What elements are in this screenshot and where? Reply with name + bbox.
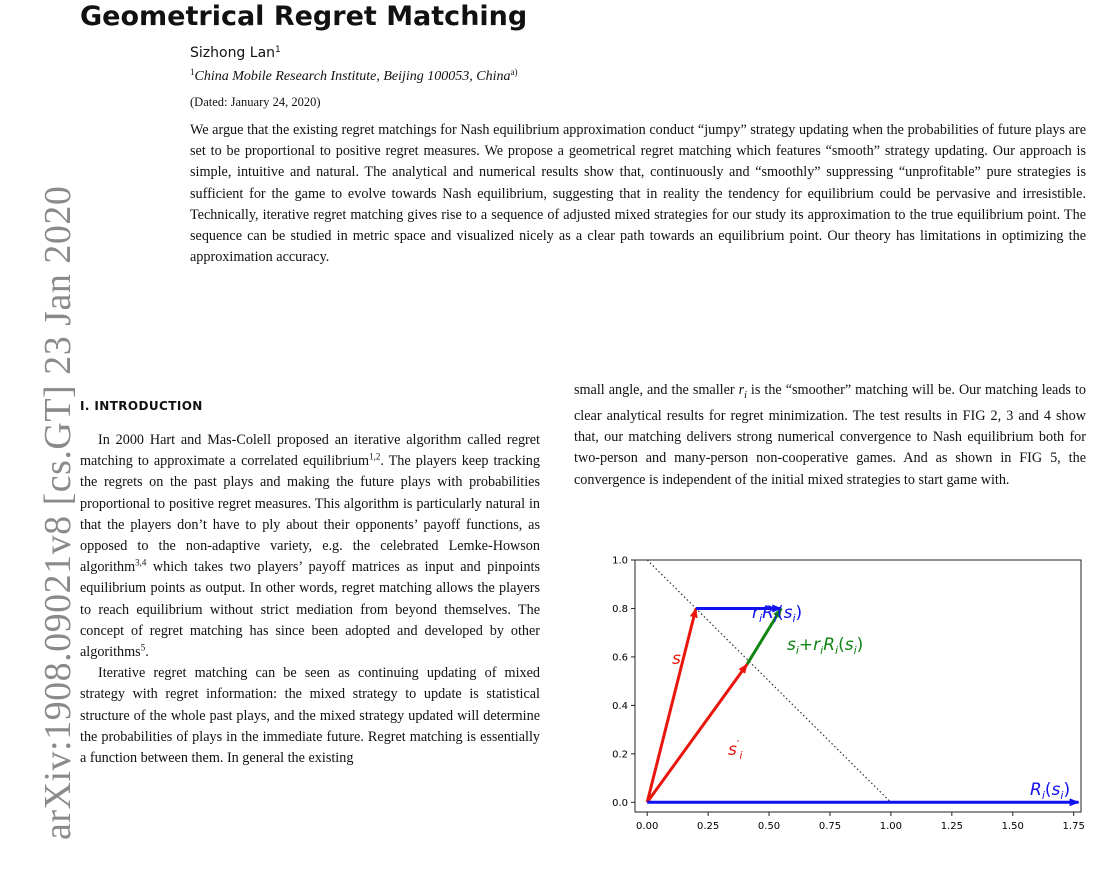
right-text-a: small angle, and the smaller [574, 382, 739, 398]
label-si-plus-riRisi: $s_i+r_iR_i(s_i)$ [787, 635, 864, 657]
left-column [80, 398, 540, 769]
intro-p1-text-c: which takes two players’ payoff matrices as input and pinpoints equilibrium points as output. In other words, regret matching allows the players to reach equilibrium without strict mediation from beyond themselves. The concept of regret matching has since been adopted and developed by other algorithms [80, 559, 540, 661]
y-tick-label: 0.0 [612, 797, 628, 809]
x-tick-label: 1.50 [1001, 821, 1024, 832]
citation-1-2: 1,2 [369, 451, 381, 462]
abstract: We argue that the existing regret matchings for Nash equilibrium approximation conduct “jumpy” strategy updating when the probabilities of future plays are set to be proportional to positive regret measures. We propose a geometrical regret matching which features “smooth” strategy updating. Our approach is simple, intuitive and natural. The analytical and numerical results show that, continuously and “smoothly” suppressing “unprofitable” pure strategies is sufficient for the game to evolve towards Nash equilibrium, suggesting that in reality the tendency for equilibrium could be pervasive and irresistible. Technically, iterative regret matching gives rise to a sequence of adjusted mixed strategies for our study its approximation to the true equilibrium point. The sequence can be studied in metric space and visualized nicely as a clear path towards an equilibrium point. Our theory has limitations in optimizing the approximation accuracy. [190, 122, 1086, 266]
label-si: $s_i$ [672, 649, 684, 671]
intro-p1-text-b: . The players keep tracking the regrets on the past plays and making the future plays with probabilities proportional to positive regret measures. This algorithm is particularly natural in that the players don’t have to ply about their opponents’ payoff functions, as opposed to the non-adaptive variety, e.g. the celebrated Lemke-Howson algorithm [80, 453, 540, 576]
label-Ri-si: $R_i(s_i)$ [1030, 780, 1071, 802]
x-tick-label: 0.00 [636, 821, 659, 832]
vector-diagram-chart [590, 555, 1090, 835]
citation-5: 5 [140, 642, 146, 653]
vector-arrow-0 [647, 608, 696, 802]
section-heading: I. INTRODUCTION [80, 399, 203, 413]
right-column-paragraph [574, 380, 1086, 491]
right-var-r: r [738, 382, 745, 398]
x-tick-label: 1.00 [879, 821, 903, 832]
right-column [574, 380, 1086, 491]
x-tick-label: 0.25 [696, 821, 720, 832]
figure-1 [590, 555, 1090, 835]
y-tick-label: 1.0 [612, 555, 628, 567]
citation-3-4: 3,4 [135, 557, 147, 568]
plot-frame [635, 560, 1081, 812]
y-tick-label: 0.8 [612, 603, 628, 615]
paper-title: Geometrical Regret Matching [80, 1, 528, 32]
x-tick-label: 0.50 [757, 821, 781, 832]
right-var-sub: i [744, 389, 747, 401]
affiliation-footnote-mark: 1 [190, 67, 195, 77]
affiliation-line [190, 69, 518, 85]
date-line: (Dated: January 24, 2020) [190, 95, 321, 109]
intro-paragraph-1 [80, 430, 540, 663]
x-tick-label: 0.75 [818, 821, 842, 832]
intro-p1-text-d: . [145, 644, 149, 661]
affiliation: China Mobile Research Institute, Beijing 100053, China [194, 69, 511, 84]
x-tick-label: 1.25 [940, 821, 963, 832]
intro-paragraph-2: Iterative regret matching can be seen as continuing updating of mixed strategy with regret information: the mixed strategy to update is statistical structure of the whole past plays, and the mixed strategy updated will determine the probabilities of plays in the immediate future. Regret matching is essentially a function between them. In general the existing [80, 665, 540, 767]
y-tick-label: 0.4 [612, 700, 628, 712]
y-tick-label: 0.2 [612, 749, 628, 761]
arxiv-identifier: arXiv:1908.09021v8 [cs.GT] 23 Jan 2020 [37, 185, 79, 840]
intro-p1-text-a: In 2000 Hart and Mas-Colell proposed an iterative algorithm called regret matching to approximate a correlated equilibrium [80, 432, 540, 470]
arxiv-sidebar [0, 0, 79, 872]
author-name: Sizhong Lan [190, 45, 276, 61]
label-s-prime-i: $s'_i$ [728, 738, 743, 762]
x-tick-label: 1.75 [1062, 821, 1085, 832]
label-ri-Ri-si: $r_iR_i(s_i)$ [752, 603, 803, 625]
vector-arrow-3 [647, 664, 747, 802]
right-text-b: is the “smoother” matching will be. Our matching leads to clear analytical results for regret minimization. The test results in FIG 2, 3 and 4 show that, our matching delivers strong numerical convergence to Nash equilibrium both for two-person and many-person non-cooperative games. And as shown in FIG 5, the convergence is independent of the initial mixed strategies to start game with. [574, 382, 1086, 488]
simplex-line [647, 560, 891, 802]
y-tick-label: 0.6 [612, 652, 628, 664]
author-line [190, 45, 281, 61]
author-footnote-mark: 1 [275, 45, 281, 55]
affiliation-note: a) [510, 67, 518, 77]
